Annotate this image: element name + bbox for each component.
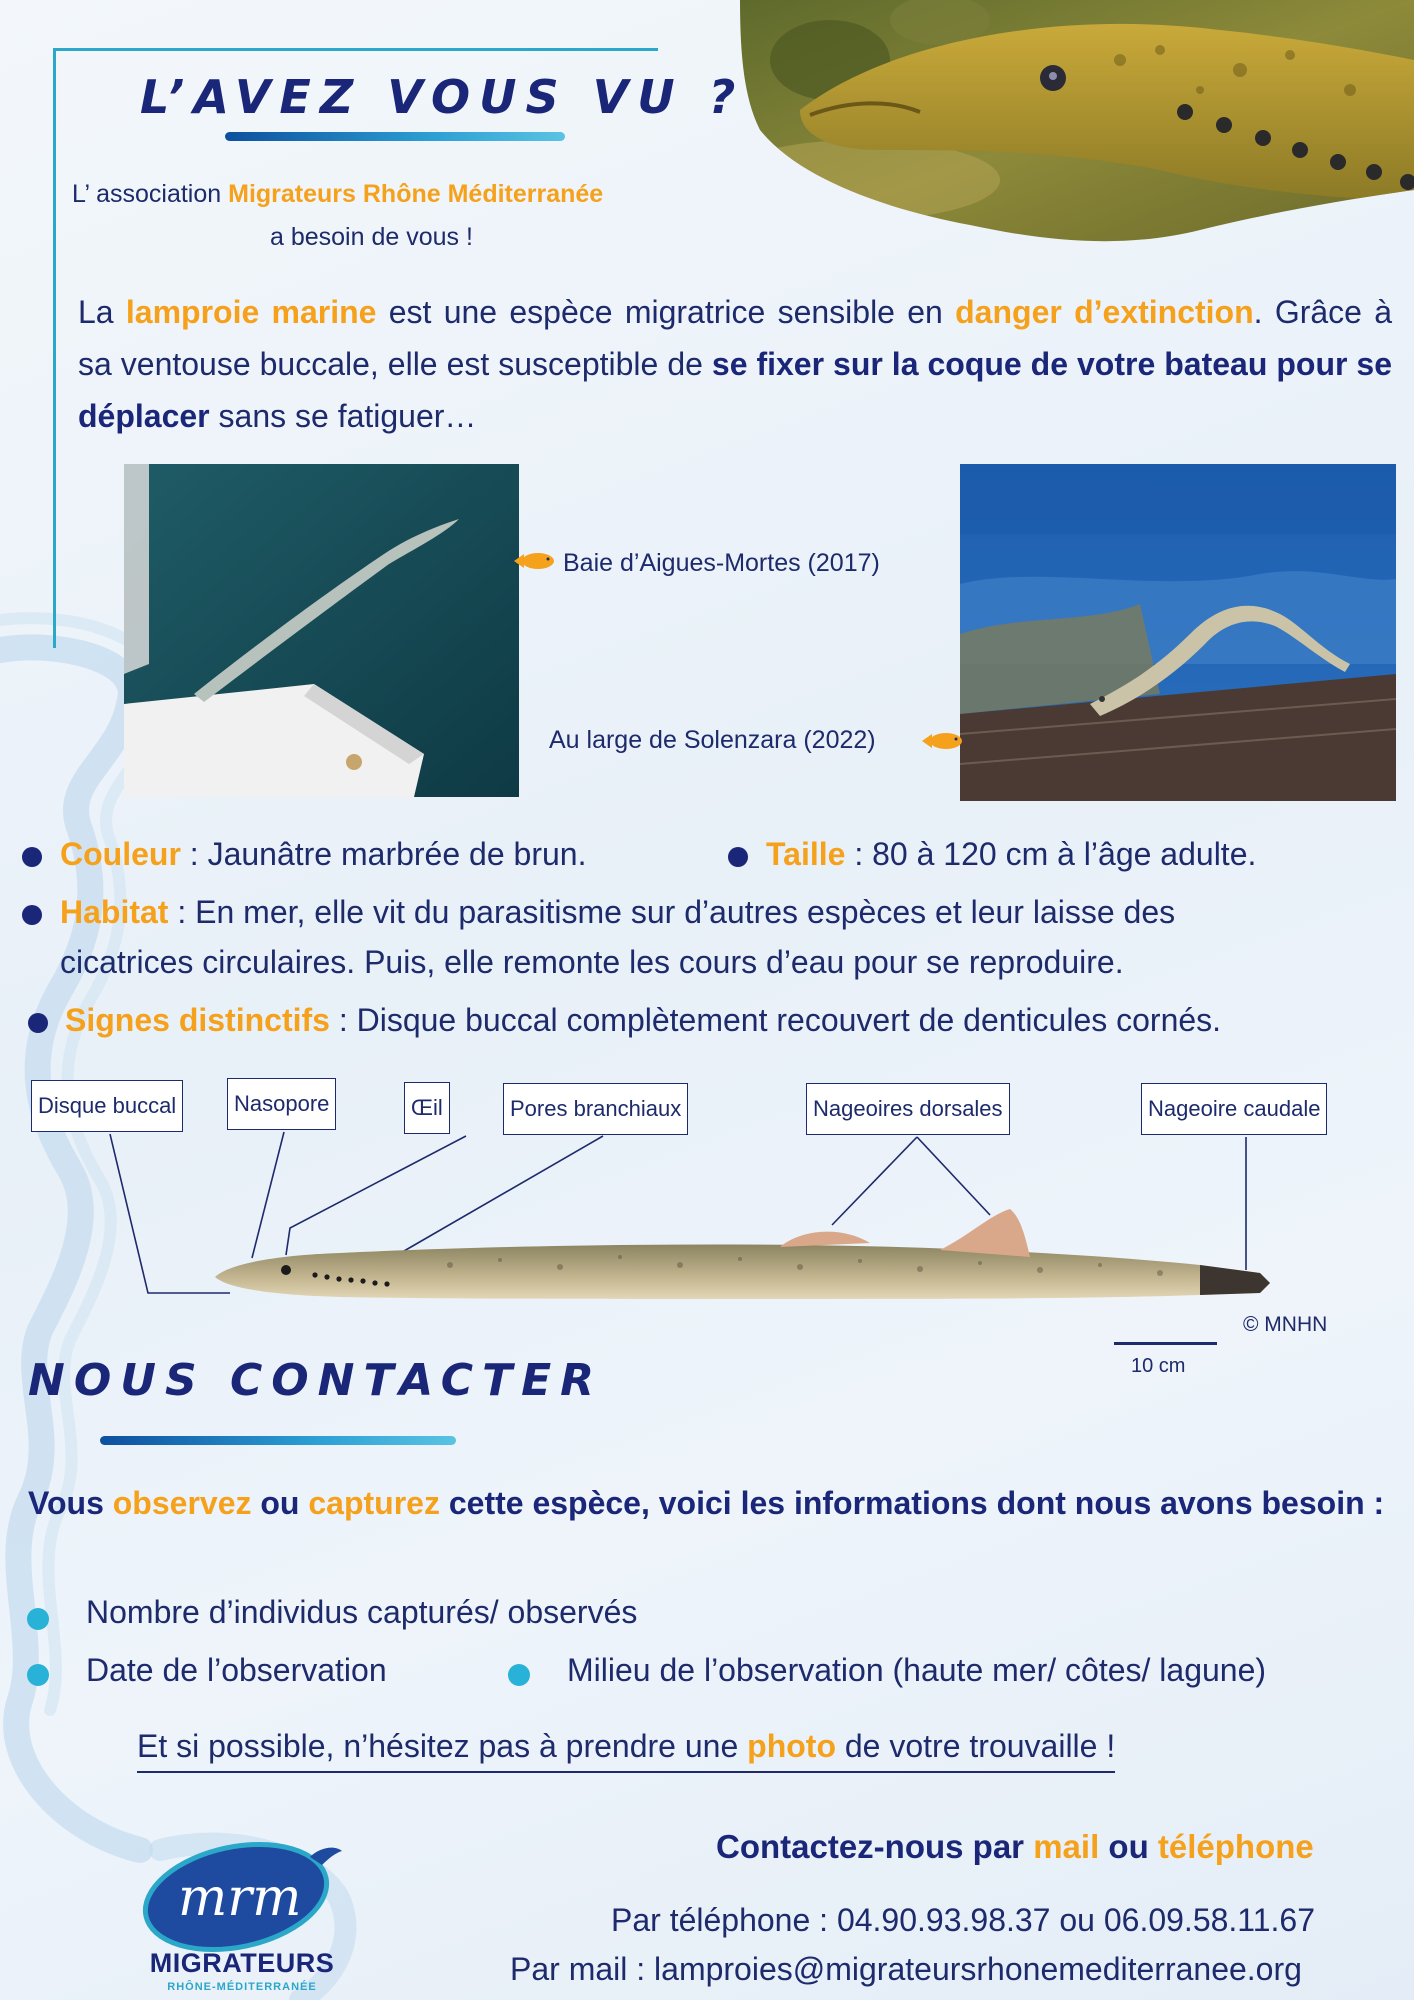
logo-name: MIGRATEURS: [149, 1948, 335, 1978]
contact-title-text: ou: [1099, 1828, 1158, 1865]
photo-aigues-mortes: [124, 464, 519, 797]
label-nasopore: Nasopore: [227, 1078, 336, 1130]
intro-text: . Grâce à sa ventouse buccale, elle est susceptible de: [78, 294, 1393, 382]
photo-hint: [137, 1728, 1115, 1773]
bullet-icon: [22, 905, 42, 925]
title-underline: [225, 132, 565, 141]
hero-lamprey-photo: [740, 0, 1414, 246]
photo-caption-solenzara: Au large de Solenzara (2022): [549, 726, 876, 754]
required-environment: Milieu de l’observation (haute mer/ côtes/ lagune): [567, 1652, 1267, 1688]
mail-word: mail: [1033, 1828, 1100, 1865]
header-frame-left: [53, 48, 56, 648]
fact-size: [766, 836, 1256, 873]
fish-marker-icon: [920, 730, 964, 752]
email-address[interactable]: Par mail : lamproies@migrateursrhonemediterranee.org: [510, 1951, 1302, 1987]
fact-label: Habitat: [60, 894, 169, 930]
danger-status: danger d’extinction: [955, 294, 1254, 330]
fact-text: : 80 à 120 cm à l’âge adulte.: [845, 836, 1257, 872]
fact-label: Signes distinctifs: [65, 1002, 330, 1038]
intro-text: est une espèce migratrice sensible en: [376, 294, 956, 330]
phone-numbers[interactable]: Par téléphone : 04.90.93.98.37 ou 06.09.58.11.67: [611, 1902, 1315, 1938]
required-date: Date de l’observation: [86, 1652, 387, 1688]
label-oral-disc: Disque buccal: [31, 1080, 183, 1132]
fact-habitat: [60, 894, 1175, 931]
required-count: Nombre d’individus capturés/ observés: [86, 1594, 638, 1630]
bullet-icon: [28, 1013, 48, 1033]
label-gill-pores: Pores branchiaux: [503, 1083, 688, 1135]
intro-text: sans se fatiguer…: [209, 398, 477, 434]
association-prefix: L’ association: [72, 180, 229, 208]
fact-label: Taille: [766, 836, 846, 872]
info-request: [28, 1477, 1388, 1529]
observe-word: observez: [112, 1485, 252, 1521]
contact-title-text: Contactez-nous par: [716, 1828, 1034, 1865]
info-request-text: ou: [251, 1485, 309, 1521]
association-line: [72, 180, 603, 209]
association-name: Migrateurs Rhône Méditerranée: [228, 180, 604, 208]
info-request-text: cette espèce, voici les informations dont nous avons besoin :: [439, 1485, 1385, 1521]
intro-paragraph: [78, 286, 1392, 442]
contact-underline: [100, 1436, 456, 1445]
photo-hint-text: Et si possible, n’hésitez pas à prendre une: [137, 1728, 748, 1764]
photo-caption-aigues-mortes: Baie d’Aigues-Mortes (2017): [563, 549, 880, 577]
capture-word: capturez: [308, 1485, 440, 1521]
bullet-icon: [508, 1664, 530, 1686]
intro-text: La: [78, 294, 126, 330]
fish-marker-icon: [512, 550, 556, 572]
fact-color: [60, 836, 586, 873]
scale-bar: [1114, 1342, 1217, 1345]
fact-text: : Disque buccal complètement recouvert de denticules cornés.: [329, 1002, 1222, 1038]
fact-text: : Jaunâtre marbrée de brun.: [180, 836, 587, 872]
species-name: lamproie marine: [125, 294, 377, 330]
fact-distinctive-signs: [65, 1002, 1221, 1039]
association-need: a besoin de vous !: [270, 223, 473, 251]
lamprey-diagram: [200, 1195, 1280, 1325]
fact-habitat-continued: cicatrices circulaires. Puis, elle remonte les cours d’eau pour se reproduire.: [60, 944, 1124, 980]
intro-emphasis: se fixer sur la coque de votre bateau pour se déplacer: [78, 346, 1393, 434]
phone-word: téléphone: [1157, 1828, 1314, 1865]
logo-subtitle: RHÔNE-MÉDITERRANÉE: [167, 1981, 317, 1993]
info-request-text: Vous: [28, 1485, 113, 1521]
image-credit: © MNHN: [1243, 1313, 1328, 1336]
page-title: L’AVEZ VOUS VU ?: [140, 70, 745, 124]
bullet-icon: [728, 847, 748, 867]
label-dorsal-fins: Nageoires dorsales: [806, 1083, 1010, 1135]
contact-title: [716, 1828, 1314, 1866]
bullet-icon: [22, 847, 42, 867]
photo-word: photo: [747, 1728, 836, 1764]
fact-text: : En mer, elle vit du parasitisme sur d’autres espèces et leur laisse des: [168, 894, 1176, 930]
scale-label: 10 cm: [1131, 1355, 1186, 1377]
photo-hint-text: de votre trouvaille !: [835, 1728, 1116, 1764]
contact-heading: NOUS CONTACTER: [28, 1355, 604, 1406]
header-frame-top: [53, 48, 658, 51]
label-eye: Œil: [404, 1082, 450, 1134]
bullet-icon: [27, 1608, 49, 1630]
photo-solenzara: [960, 464, 1396, 801]
logo-mark: mrm: [178, 1868, 302, 1928]
bullet-icon: [27, 1664, 49, 1686]
label-caudal-fin: Nageoire caudale: [1141, 1083, 1327, 1135]
fact-label: Couleur: [60, 836, 181, 872]
